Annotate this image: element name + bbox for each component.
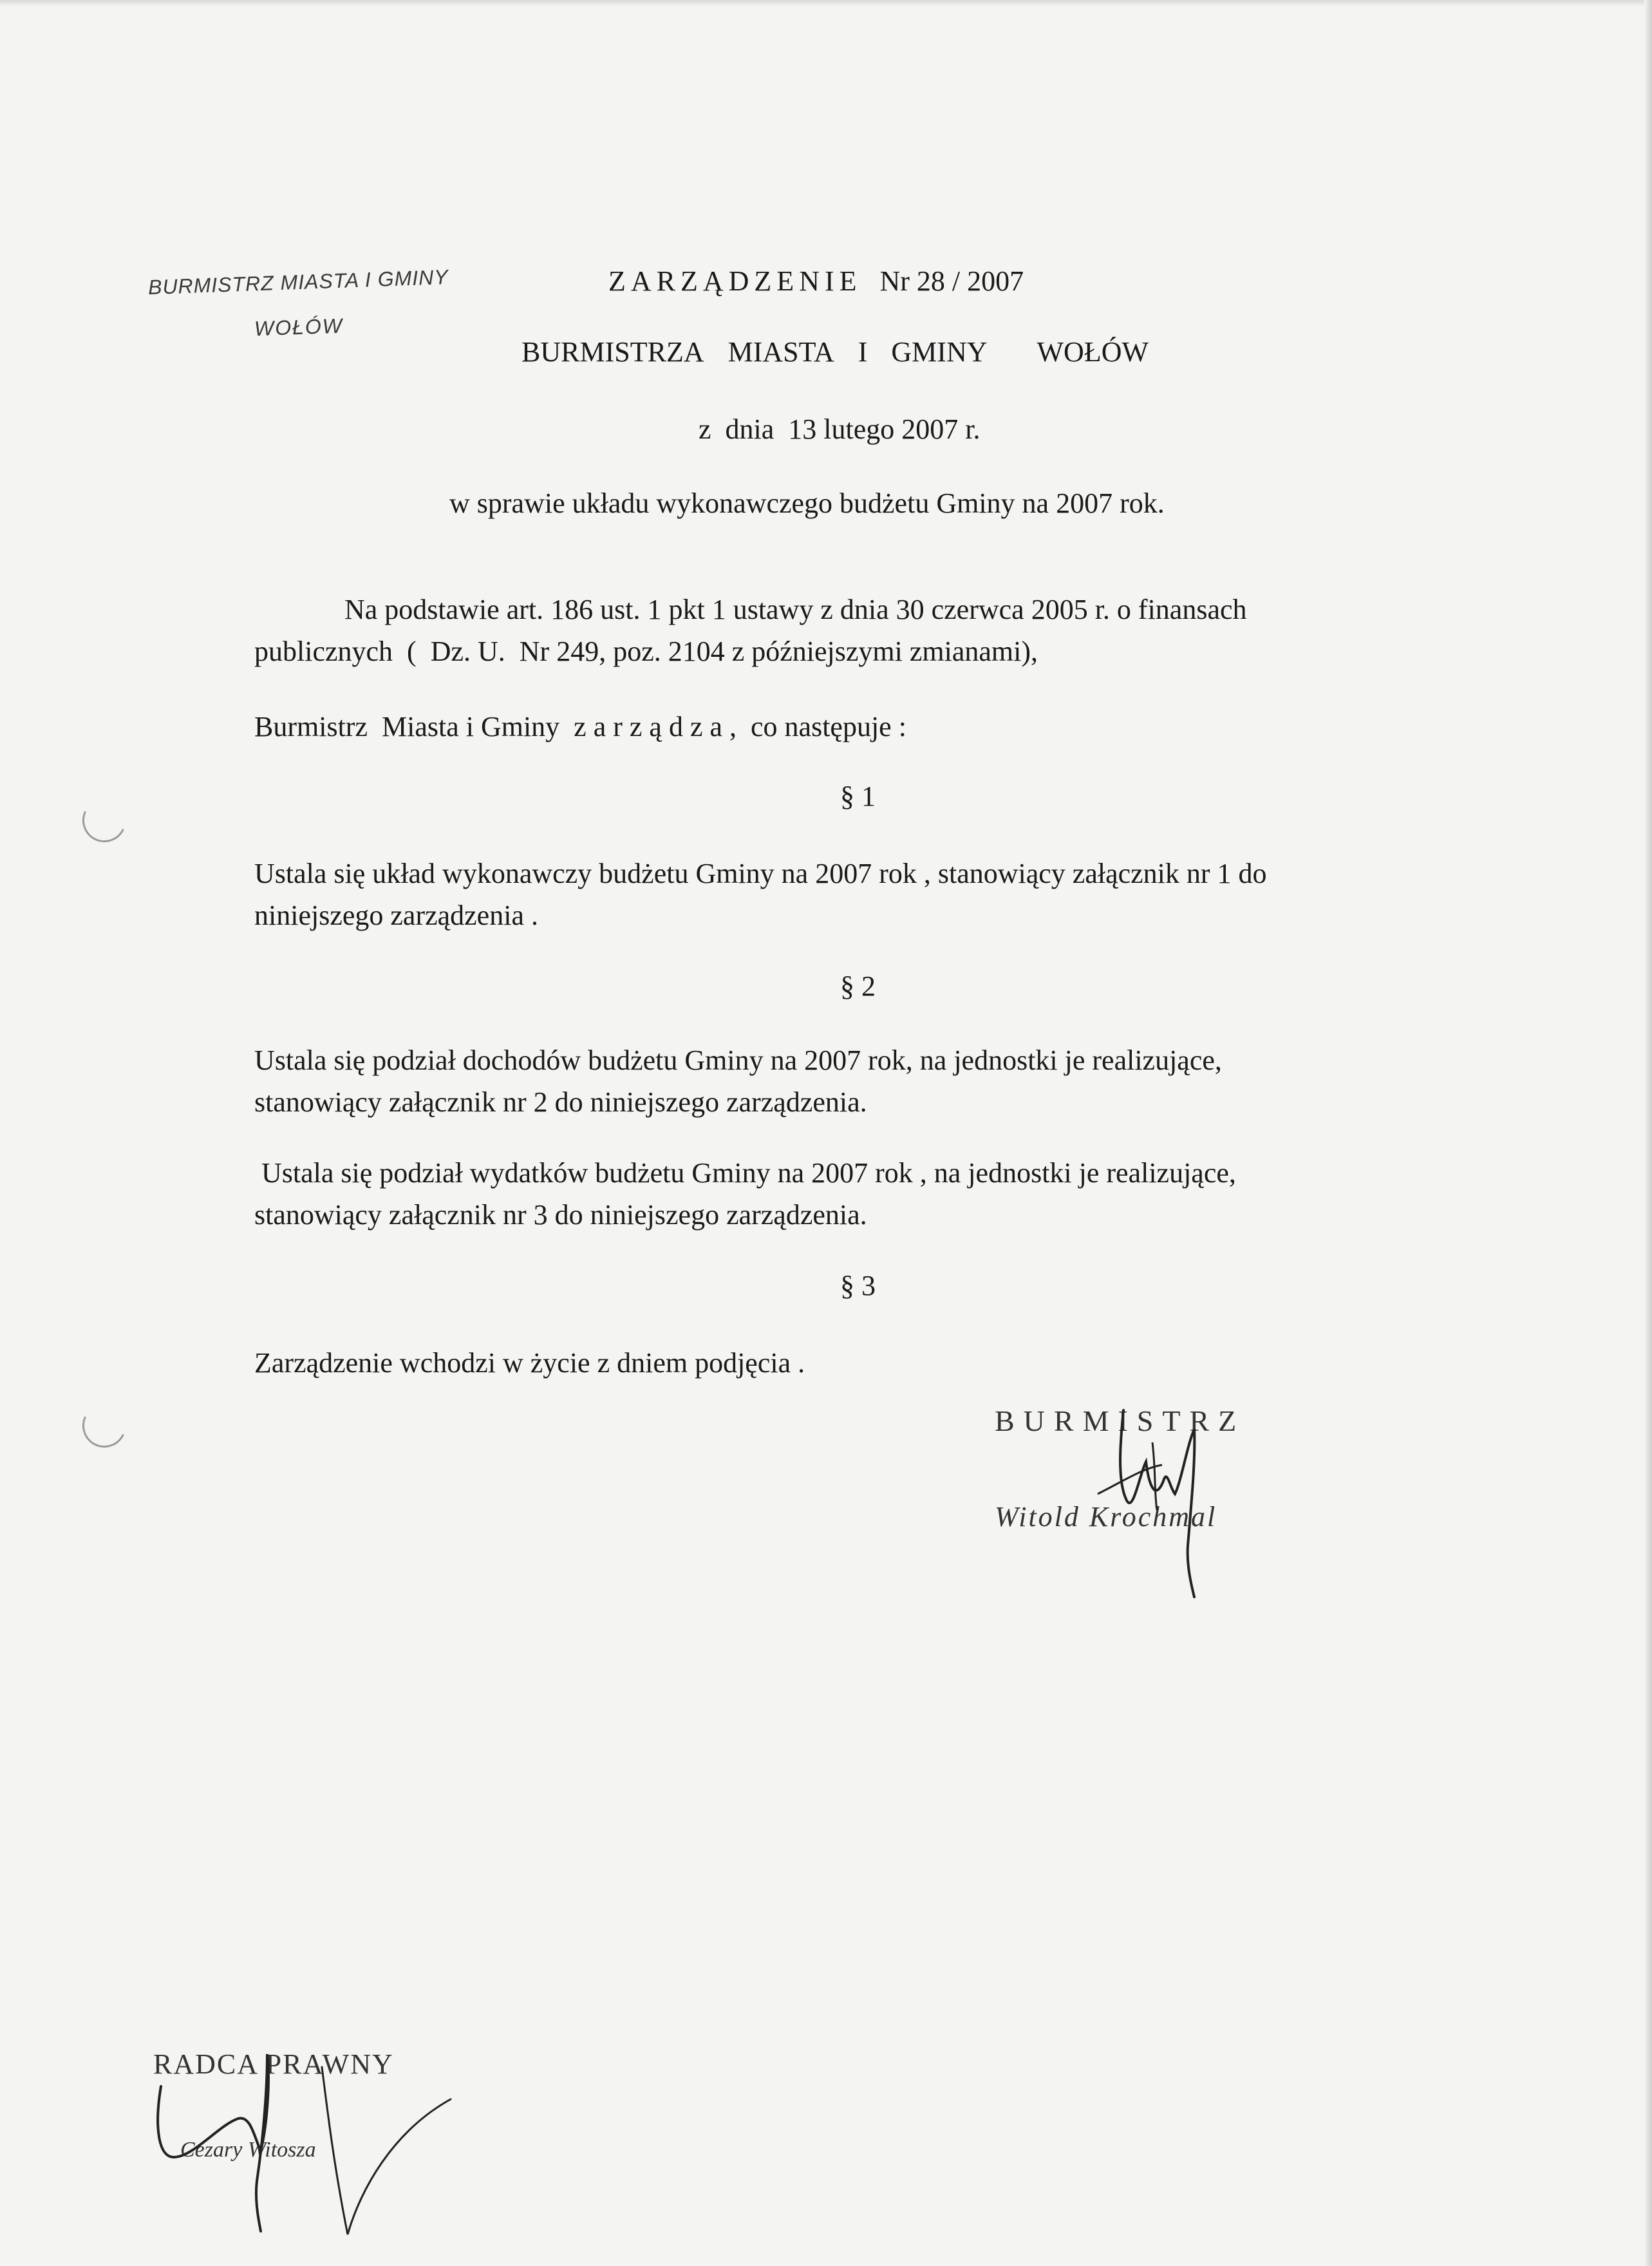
section-sign: § 1 bbox=[840, 780, 876, 812]
decree-line: Burmistrz Miasta i Gminy z a r z ą d z a , co następuje : bbox=[254, 711, 906, 742]
counsel-title: RADCA PRAWNY bbox=[153, 2048, 394, 2080]
legal-counsel-stamp bbox=[148, 2028, 483, 2241]
issuer-word: I bbox=[858, 336, 868, 368]
scan-edge-top bbox=[0, 0, 1652, 6]
office-stamp-line: BURMISTRZ MIASTA I GMINY bbox=[147, 265, 449, 299]
section-sign: § 3 bbox=[840, 1270, 876, 1301]
handwritten-signature-icon bbox=[995, 1404, 1355, 1603]
document-title bbox=[608, 267, 1024, 296]
issuer-word: WOŁÓW bbox=[1037, 336, 1149, 368]
paragraph-line: stanowiący załącznik nr 3 do niniejszego zarządzenia. bbox=[254, 1199, 867, 1231]
office-stamp-city: WOŁÓW bbox=[254, 314, 344, 341]
signature-name: Witold Krochmal bbox=[995, 1501, 1217, 1533]
preamble-line: publicznych ( Dz. U. Nr 249, poz. 2104 z późniejszymi zmianami), bbox=[254, 636, 1038, 667]
document-number: Nr 28 / 2007 bbox=[879, 265, 1024, 297]
issuer-word: GMINY bbox=[891, 336, 988, 368]
punch-hole-icon bbox=[76, 792, 132, 848]
paragraph-line: Zarządzenie wchodzi w życie z dniem podjęcia . bbox=[254, 1347, 805, 1379]
paragraph-line: Ustala się podział dochodów budżetu Gminy na 2007 rok, na jednostki je realizujące, bbox=[254, 1044, 1222, 1076]
paragraph-line: Ustala się układ wykonawczy budżetu Gminy na 2007 rok , stanowiący załącznik nr 1 do bbox=[254, 858, 1267, 889]
mayor-signature-stamp bbox=[995, 1404, 1355, 1603]
signature-title: BURMISTRZ bbox=[995, 1404, 1246, 1437]
document-subject: w sprawie układu wykonawczego budżetu Gminy na 2007 rok. bbox=[449, 487, 1165, 519]
counsel-name: Cezary Witosza bbox=[180, 2138, 316, 2162]
paragraph-line: niniejszego zarządzenia . bbox=[254, 900, 538, 931]
paragraph-line: stanowiący załącznik nr 2 do niniejszego zarządzenia. bbox=[254, 1086, 867, 1118]
scan-edge-right bbox=[1644, 0, 1652, 2266]
issuer-word: BURMISTRZA bbox=[521, 336, 704, 368]
paragraph-line: Ustala się podział wydatków budżetu Gminy na 2007 rok , na jednostki je realizujące, bbox=[254, 1157, 1236, 1189]
preamble-line: Na podstawie art. 186 ust. 1 pkt 1 ustawy z dnia 30 czerwca 2005 r. o finansach bbox=[344, 594, 1247, 625]
document-date: z dnia 13 lutego 2007 r. bbox=[699, 413, 981, 445]
issuer-word: MIASTA bbox=[727, 336, 834, 368]
punch-hole-icon bbox=[76, 1397, 132, 1453]
issuer-line bbox=[521, 338, 1165, 366]
handwritten-signature-icon bbox=[148, 2028, 483, 2241]
section-sign: § 2 bbox=[840, 970, 876, 1002]
title-word: ZARZĄDZENIE bbox=[608, 265, 862, 297]
